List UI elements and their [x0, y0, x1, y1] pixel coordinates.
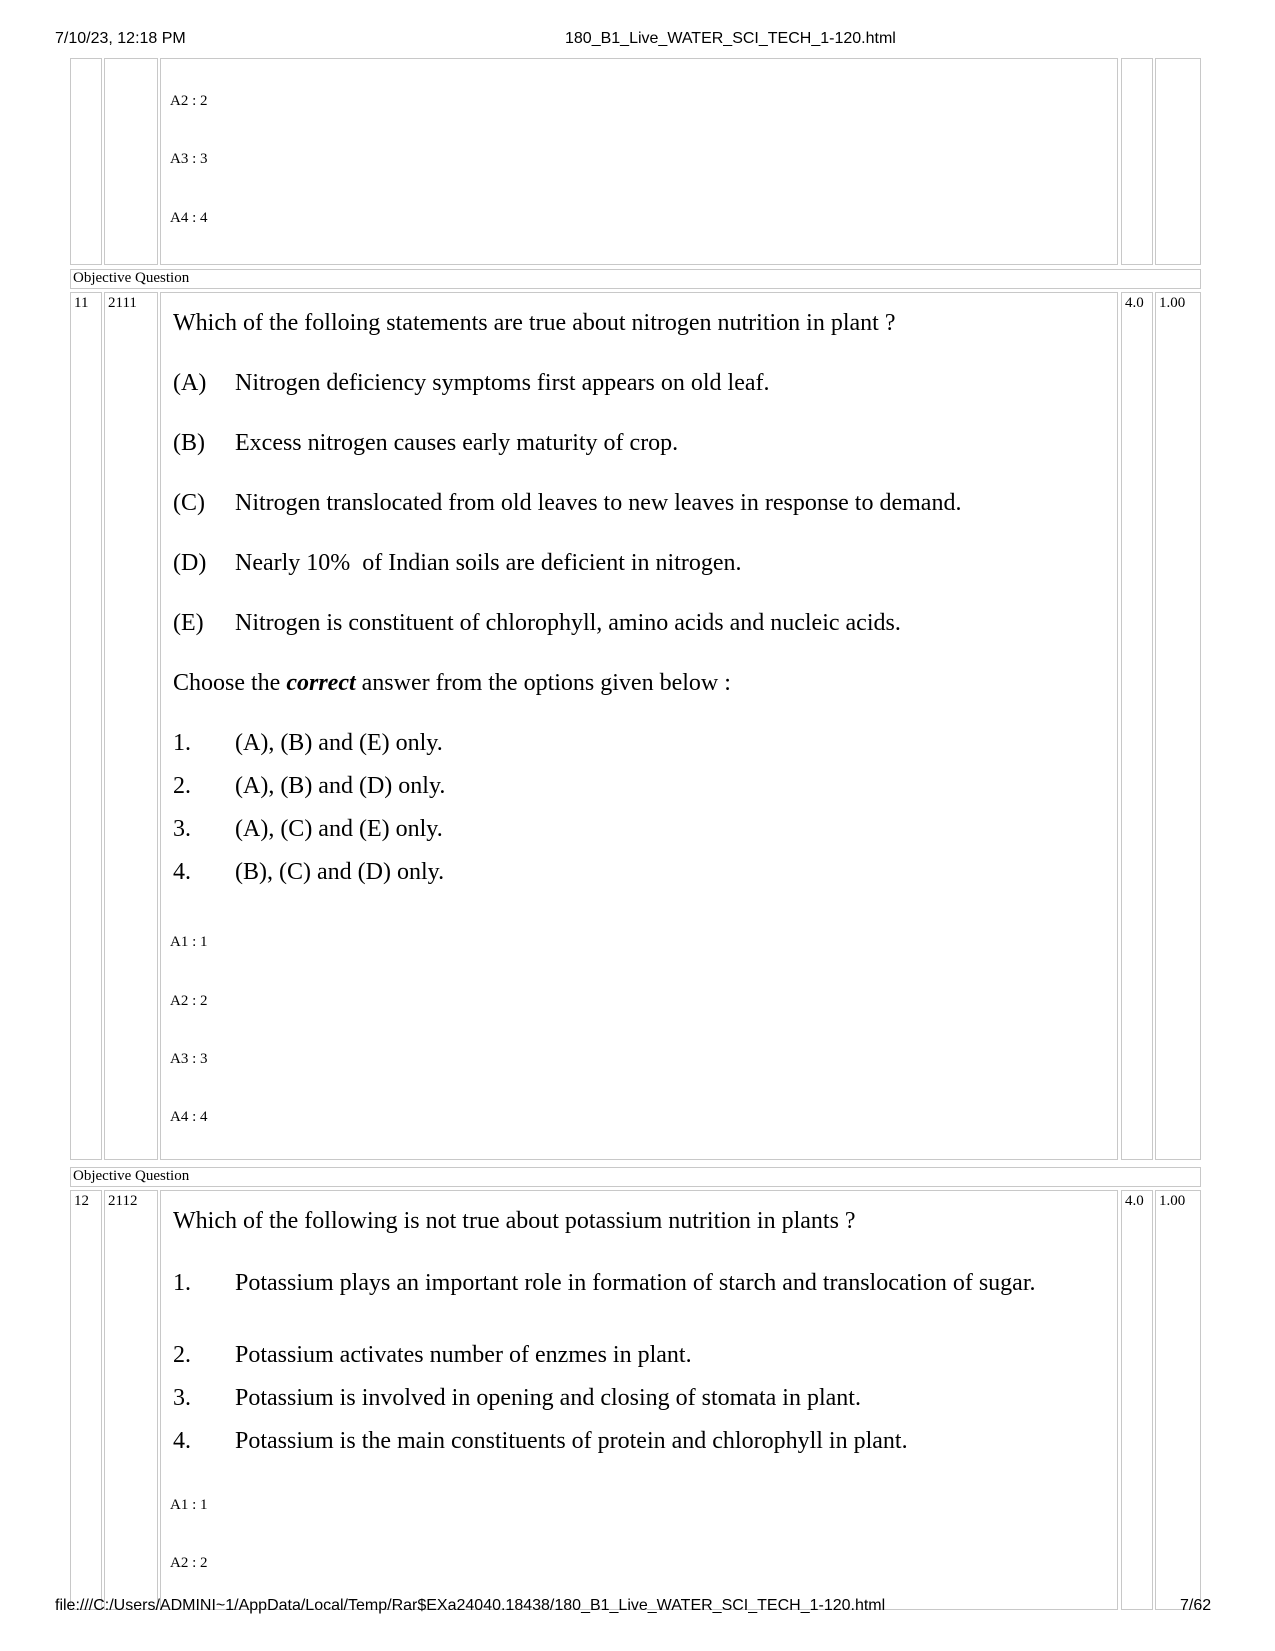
section-label-q11: Objective Question [73, 270, 190, 286]
q11-qid: 2111 [108, 295, 137, 311]
q11-statement-label: (C) [173, 490, 205, 516]
q11-option-text: (B), (C) and (D) only. [235, 859, 445, 885]
section-label-q12: Objective Question [73, 1168, 190, 1184]
section-row-q11 [70, 269, 1201, 289]
q11-question-text: Which of the folloing statements are true about nitrogen nutrition in plant ? [173, 310, 896, 336]
q12-qid: 2112 [108, 1193, 138, 1209]
prev-marks-cell [1121, 58, 1153, 265]
prev-answer-4: A4 : 4 [170, 210, 208, 226]
q11-statement-text: Nearly 10% of Indian soils are deficient in nitrogen. [235, 550, 742, 576]
q11-statement-label: (D) [173, 550, 207, 576]
q11-statement-label: (B) [173, 430, 205, 456]
q12-neg: 1.00 [1159, 1193, 1186, 1209]
q12-option-text: Potassium plays an important role in formation of starch and translocation of sugar. [235, 1270, 1036, 1296]
q11-sno: 11 [74, 295, 89, 311]
q12-option-number: 1. [173, 1270, 191, 1296]
q11-sno-cell [70, 292, 102, 1160]
print-page-number: 7/62 [1180, 1597, 1212, 1614]
q11-qid-cell [104, 292, 158, 1160]
q11-option-number: 1. [173, 730, 191, 756]
print-file-path: file:///C:/Users/ADMINI~1/AppData/Local/Temp/Rar$EXa24040.18438/180_B1_Live_WATER_SCI_TECH_1-120.html [55, 1597, 886, 1614]
prev-neg-cell [1155, 58, 1201, 265]
q12-option-text: Potassium is the main constituents of protein and chlorophyll in plant. [235, 1428, 908, 1454]
q11-option-number: 2. [173, 773, 191, 799]
q11-option-text: (A), (B) and (E) only. [235, 730, 443, 756]
q12-marks: 4.0 [1125, 1193, 1144, 1209]
prev-answer-2: A2 : 2 [170, 93, 208, 109]
q11-option-number: 4. [173, 859, 191, 885]
q11-answer-4: A4 : 4 [170, 1109, 208, 1125]
q12-neg-cell [1155, 1190, 1201, 1610]
prev-answer-3: A3 : 3 [170, 151, 208, 167]
q11-answer-1: A1 : 1 [170, 934, 208, 950]
q12-qid-cell [104, 1190, 158, 1610]
q11-answer-3: A3 : 3 [170, 1051, 208, 1067]
q12-option-text: Potassium is involved in opening and closing of stomata in plant. [235, 1385, 861, 1411]
q11-statement-label: (A) [173, 370, 207, 396]
q11-option-text: (A), (C) and (E) only. [235, 816, 443, 842]
q11-statement-text: Nitrogen deficiency symptoms first appears on old leaf. [235, 370, 770, 396]
q11-instruction-emphasis: correct [286, 670, 356, 696]
prev-qid-cell [104, 58, 158, 265]
q11-marks-cell [1121, 292, 1153, 1160]
q11-neg-cell [1155, 292, 1201, 1160]
prev-question-cell [160, 58, 1118, 265]
print-title: 180_B1_Live_WATER_SCI_TECH_1-120.html [565, 30, 896, 47]
q11-answer-2: A2 : 2 [170, 993, 208, 1009]
q11-statement-text: Nitrogen translocated from old leaves to new leaves in response to demand. [235, 490, 962, 516]
q12-option-number: 4. [173, 1428, 191, 1454]
q12-answer-1: A1 : 1 [170, 1497, 208, 1513]
prev-sno-cell [70, 58, 102, 265]
q11-statement-label: (E) [173, 610, 204, 636]
q11-option-text: (A), (B) and (D) only. [235, 773, 446, 799]
q12-marks-cell [1121, 1190, 1153, 1610]
q12-option-number: 2. [173, 1342, 191, 1368]
q12-answer-2: A2 : 2 [170, 1555, 208, 1571]
q12-question-text: Which of the following is not true about potassium nutrition in plants ? [173, 1208, 856, 1234]
q11-marks: 4.0 [1125, 295, 1144, 311]
q12-sno: 12 [74, 1193, 89, 1209]
q12-option-text: Potassium activates number of enzmes in plant. [235, 1342, 692, 1368]
q11-option-number: 3. [173, 816, 191, 842]
q11-question-cell [160, 292, 1118, 1160]
q12-sno-cell [70, 1190, 102, 1610]
section-row-q12 [70, 1167, 1201, 1187]
print-datetime: 7/10/23, 12:18 PM [55, 30, 186, 47]
q11-statement-text: Excess nitrogen causes early maturity of crop. [235, 430, 679, 456]
q11-statement-text: Nitrogen is constituent of chlorophyll, amino acids and nucleic acids. [235, 610, 901, 636]
q11-neg: 1.00 [1159, 295, 1186, 311]
q11-instruction: Choose the correct answer from the options given below : [173, 670, 731, 696]
q12-option-number: 3. [173, 1385, 191, 1411]
